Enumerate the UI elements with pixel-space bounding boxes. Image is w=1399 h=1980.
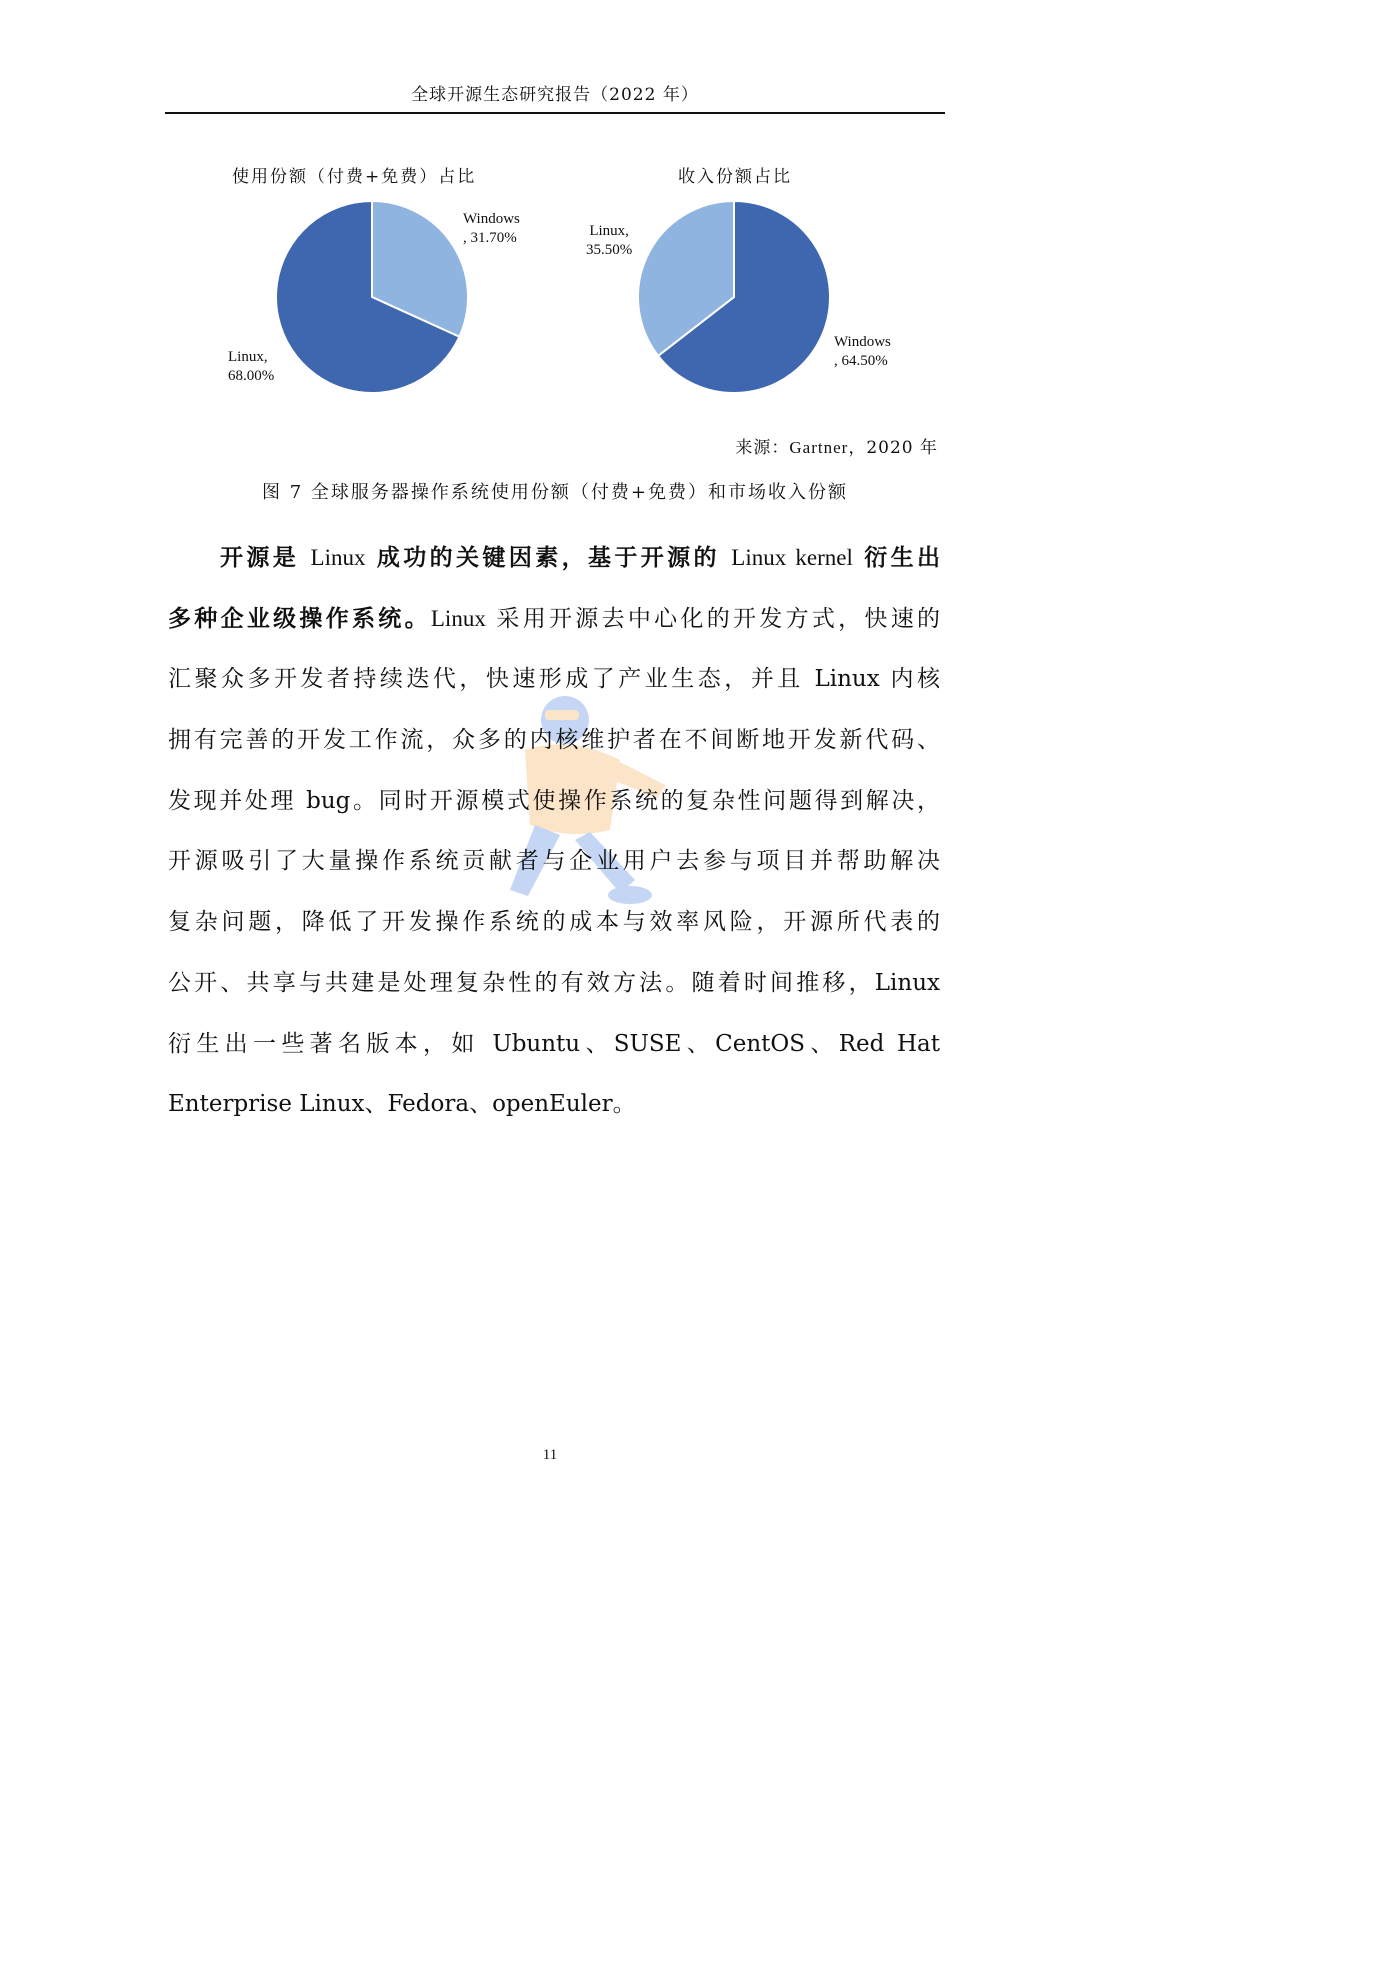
chart2-label-linux xyxy=(586,222,632,260)
source-note xyxy=(735,433,938,458)
chart2-label-windows-value: , 64.50% xyxy=(834,353,888,369)
chart1-label-windows-value: , 31.70% xyxy=(463,230,517,246)
source-org: Gartner xyxy=(789,438,849,457)
body-line-5: 发现并处理 bug。同时开源模式使操作系统的复杂性问题得到解决， xyxy=(168,787,940,814)
body-line-1-bold-a: 开源是 xyxy=(220,545,311,571)
chart1-label-linux-value: 68.00% xyxy=(228,368,275,384)
figure-caption: 图 7 全球服务器操作系统使用份额（付费+免费）和市场收入份额 xyxy=(262,482,848,503)
chart2-label-linux-name: Linux, xyxy=(589,223,629,239)
body-line-8: 公开、共享与共建是处理复杂性的有效方法。随着时间推移，Linux xyxy=(168,969,940,996)
source-prefix: 来源： xyxy=(735,438,790,458)
body-line-1-bold-c: 衍生出 xyxy=(852,545,941,571)
body-line-7: 复杂问题，降低了开发操作系统的成本与效率风险，开源所代表的 xyxy=(168,909,940,936)
source-sep: ， xyxy=(848,438,867,458)
body-line-2-rest: 采用开源去中心化的开发方式，快速的 xyxy=(485,605,941,632)
body-line-1-latin-b: Linux kernel xyxy=(731,545,853,570)
body-line-2-bold: 多种企业级操作系统。 xyxy=(168,605,431,632)
running-header-title: 全球开源生态研究报告（2022 年） xyxy=(411,85,699,105)
chart1-label-windows-name: Windows xyxy=(463,211,520,227)
body-line-10: Enterprise Linux、Fedora、openEuler。 xyxy=(168,1091,636,1118)
body-line-2 xyxy=(168,589,940,650)
body-paragraph xyxy=(168,528,940,1135)
body-line-3: 汇聚众多开发者持续迭代，快速形成了产业生态，并且 Linux 内核 xyxy=(168,666,940,693)
chart2-label-linux-value: 35.50% xyxy=(586,242,633,258)
chart1-title: 使用份额（付费+免费）占比 xyxy=(232,167,477,187)
chart2-pie xyxy=(0,0,1100,420)
chart2-label-windows-name: Windows xyxy=(834,334,891,350)
body-line-9: 衍生出一些著名版本，如 Ubuntu、SUSE、CentOS、Red Hat xyxy=(168,1030,940,1057)
page-number: 11 xyxy=(542,1447,558,1463)
body-line-1 xyxy=(168,528,940,589)
body-line-1-bold-b: 成功的关键因素，基于开源的 xyxy=(365,545,732,571)
body-line-1-latin-a: Linux xyxy=(310,545,366,570)
body-line-2-latin: Linux xyxy=(430,605,486,631)
body-line-4: 拥有完善的开发工作流，众多的内核维护者在不间断地开发新代码、 xyxy=(168,727,940,754)
chart2-label-windows xyxy=(834,333,891,371)
chart1-label-linux-name: Linux, xyxy=(228,349,268,365)
source-year: 2020 年 xyxy=(866,438,938,458)
chart2-title: 收入份额占比 xyxy=(678,167,792,187)
body-line-6: 开源吸引了大量操作系统贡献者与企业用户去参与项目并帮助解决 xyxy=(168,848,940,875)
